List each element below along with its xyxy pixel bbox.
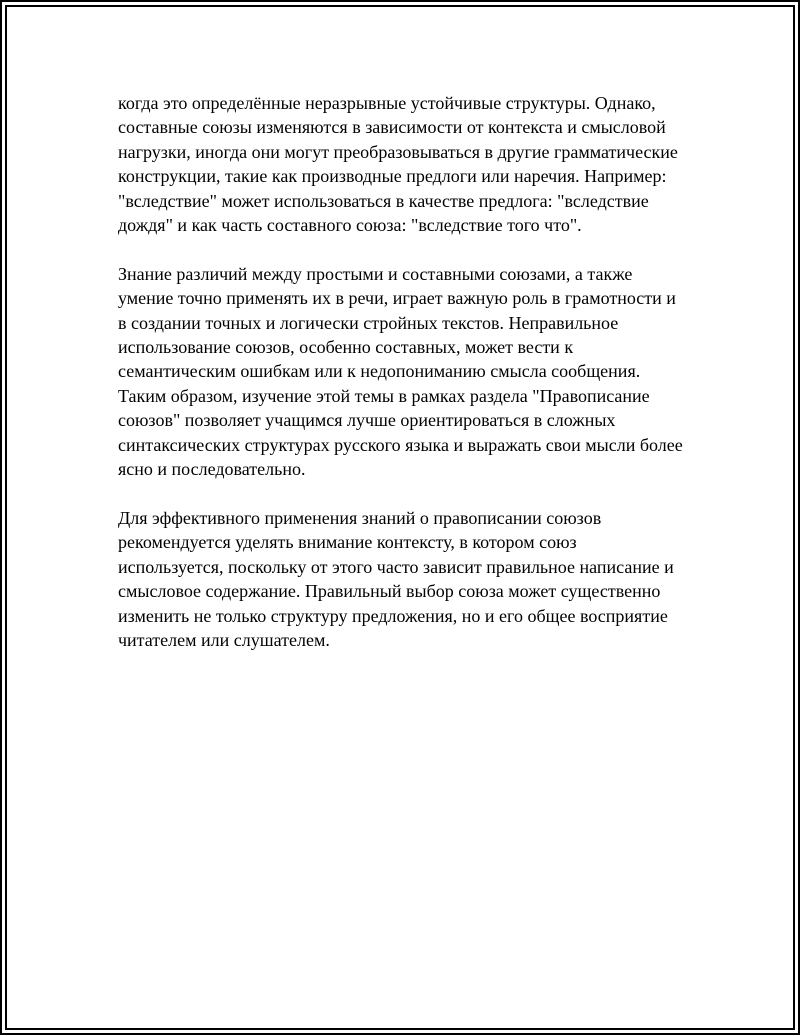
document-body <box>118 91 686 677</box>
paragraph-3: Для эффективного применения знаний о правописании союзов рекомендуется уделять внимание контексту, в котором союз используется, поскольку от этого часто зависит правильное написание и смысловое содержание. Правильный выбор союза может существенно изменить не только структуру предложения, но и его общее восприятие читателем или слушателем. <box>118 507 674 650</box>
paragraph-1: когда это определённые неразрывные устойчивые структуры. Однако, составные союзы изменяются в зависимости от контекста и смысловой нагрузки, иногда они могут преобразовываться в другие грамматические конструкции, такие как производные предлоги или наречия. Например: "вследствие" может использоваться в качестве предлога: "вследствие дождя" и как часть составного союза: "вследствие того что". <box>118 93 678 236</box>
paragraph-2: Знание различий между простыми и составными союзами, а также умение точно применять их в речи, играет важную роль в грамотности и в создании точных и логически стройных текстов. Неправильное использование союзов, особенно составных, может вести к семантическим ошибкам или к недопониманию смысла сообщения. Таким образом, изучение этой темы в рамках раздела "Правописание союзов" позволяет учащимся лучше ориентироваться в сложных синтаксических структурах русского языка и выражать свои мысли более ясно и последовательно. <box>118 263 683 480</box>
